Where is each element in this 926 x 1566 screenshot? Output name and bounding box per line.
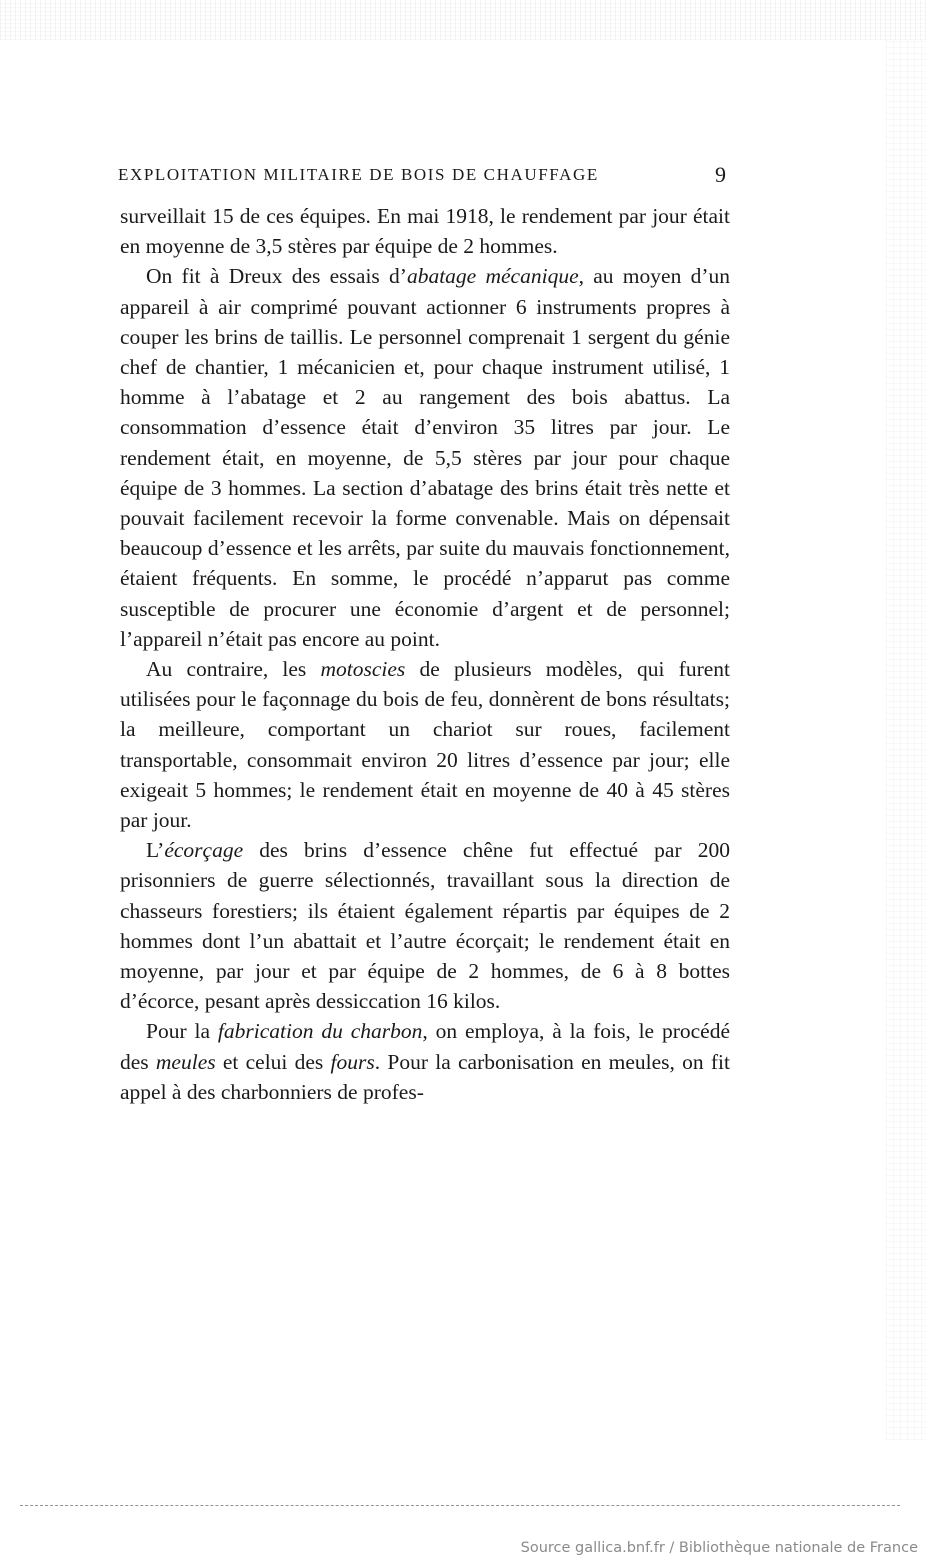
paragraph-3 bbox=[120, 654, 730, 835]
page-number: 9 bbox=[715, 162, 726, 187]
paragraph-4-term: écorçage bbox=[164, 838, 244, 863]
page-header bbox=[118, 162, 732, 190]
paragraph-1-text: surveillait 15 de ces équipes. En mai 1918, le rendement par jour était en moyenne de 3,5 stères par équipe de 2 hommes. bbox=[120, 204, 730, 259]
paragraph-1 bbox=[120, 201, 730, 261]
paragraph-4-lead: L’ bbox=[146, 838, 165, 863]
scan-noise-top bbox=[0, 0, 926, 40]
paragraph-5-mid-1: , on employa, à la fois, le procédé des bbox=[120, 1019, 730, 1074]
paragraph-5-rest: . Pour la carbonisation en meules, on fit appel à des charbonniers de profes- bbox=[120, 1049, 730, 1104]
paragraph-3-term: motoscies bbox=[320, 657, 406, 682]
scan-noise-right bbox=[886, 40, 926, 1440]
paragraph-5-term-fours: fours bbox=[330, 1049, 375, 1074]
paragraph-2-rest: , au moyen d’un appareil à air comprimé pouvant actionner 6 instruments propres à couper les brins de taillis. Le personnel comprenait 1 sergent du génie chef de chantier, 1 mécanicien et, pour chaque instrument utilisé, 1 homme à l’abatage et 2 au rangement des bois abattus. La consommation d’essence était d’environ 35 litres par jour. Le rendement était, en moyenne, de 5,5 stères par jour pour chaque équipe de 3 hommes. La section d’abatage des brins était très nette et pouvait facilement recevoir la forme convenable. Mais on dépensait beaucoup d’essence et les arrêts, par suite du mauvais fonctionnement, étaient fréquents. En somme, le procédé n’apparut pas comme susceptible de procurer une économie d’argent et de personnel; l’appareil n’était pas encore au point. bbox=[120, 264, 730, 651]
paragraph-2-lead: On fit à Dreux des essais d’ bbox=[146, 264, 407, 289]
paragraph-5-term-meules: meules bbox=[155, 1049, 216, 1074]
page-body bbox=[120, 201, 730, 1107]
paragraph-4-rest: des brins d’essence chêne fut effectué par 200 prisonniers de guerre sélectionnés, travaillant sous la direction de chasseurs forestiers; ils étaient également répartis par équipes de 2 hommes dont l’un abattait et l’autre écorçait; le rendement était en moyenne, par jour et par équipe de 2 hommes, de 6 à 8 bottes d’écorce, pesant après dessiccation 16 kilos. bbox=[120, 838, 730, 1014]
source-footer: Source gallica.bnf.fr / Bibliothèque nationale de France bbox=[520, 1540, 918, 1556]
paragraph-2-term: abatage mécanique bbox=[406, 264, 579, 289]
paragraph-5-term-charbon: fabrication du charbon bbox=[217, 1019, 423, 1044]
bottom-rule bbox=[20, 1505, 900, 1506]
running-title: EXPLOITATION MILITAIRE DE BOIS DE CHAUFFAGE bbox=[118, 165, 599, 184]
paragraph-5-mid-2: et celui des bbox=[215, 1049, 331, 1074]
paragraph-5 bbox=[120, 1016, 730, 1107]
paragraph-4 bbox=[120, 835, 730, 1016]
paragraph-5-lead: Pour la bbox=[146, 1019, 218, 1044]
paragraph-2 bbox=[120, 261, 730, 654]
paragraph-3-rest: de plusieurs modèles, qui furent utilisées pour le façonnage du bois de feu, donnèrent de bons résultats; la meilleure, comportant un chariot sur roues, facilement transportable, consommait environ 20 litres d’essence par jour; elle exigeait 5 hommes; le rendement était en moyenne de 40 à 45 stères par jour. bbox=[120, 657, 730, 833]
paragraph-3-lead: Au contraire, les bbox=[146, 657, 321, 682]
